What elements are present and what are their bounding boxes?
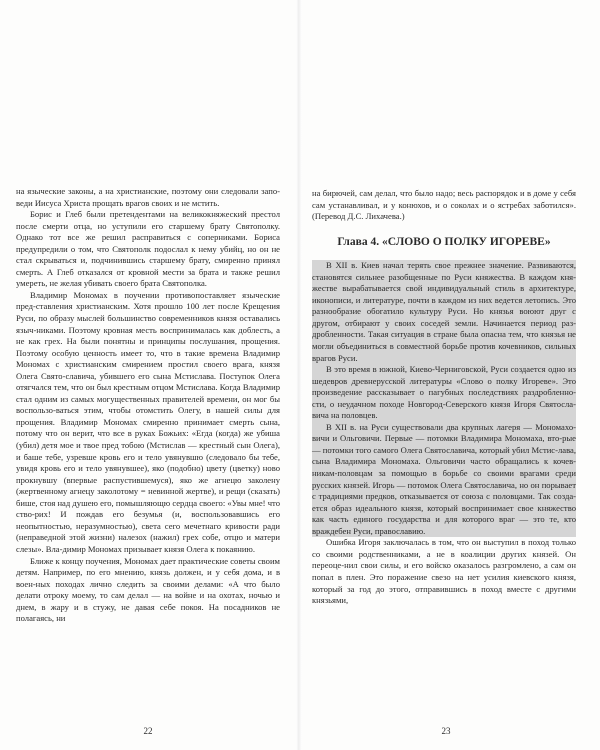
right-page bbox=[312, 188, 576, 607]
page-gutter bbox=[296, 0, 302, 750]
right-paragraph-2: В это время в южной, Киево-Черниговской, Руси создается одно из шедевров древнерусской литературы «Слово о полку Игореве». Это произведение рассказывает о пагубных последствиях раздробленно-сти, о неудачном походе Новгород-Северского князя Игоря Святосла-вича на половцев. bbox=[312, 364, 576, 421]
right-paragraph-3: В XII в. на Руси существовали два крупных лагеря — Мономахо-вичи и Ольговичи. Первые — потомки Владимира Мономаха, вто-рые — потомки того самого Олега Святославича, который убил Мстис-лава, сына Владимира Мономаха. Ольговичи часто обращались к кочев-никам-половцам за помощью в борьбе со своими врагами среди русских князей. Игорь — потомок Олега Святославича, но он порывает с традициями предков, отказывается от союза с половцами. Так созда-ется образ идеального князя, который воспринимает свое княжество как часть единого государства и для которого враг — это те, кто враждебен Руси, православию. bbox=[312, 421, 576, 536]
right-page-number: 23 bbox=[441, 726, 451, 736]
left-paragraph-4: Ближе к концу поучения, Мономах дает практические советы своим детям. Например, по его мнению, князь должен, и у себя дома, и в воен-ных походах лично следить за своими делами: «А что было делати отроку моему, то сам делал — на войне и на охотах, ночью и днем, в жару и в стужу, не давая себе покоя. На посадников не полагаясь, ни bbox=[16, 555, 280, 624]
right-paragraph-intro: на бирючей, сам делал, что было надо; весь распорядок и в доме у себя сам устанавливал, и у конюхов, и о соколах и о ястребах заботился». (Перевод Д.С. Лихачева.) bbox=[312, 188, 576, 222]
right-paragraph-1: В XII в. Киев начал терять свое прежнее значение. Развиваются, становятся сильнее разобщенные по Руси княжества. В каждом кня-жестве вырабатывается свой индивидуальный стиль в архитектуре, иконописи, и литературе, почти в каждом из них ведется летопись. Это разнообразие обогатило культуру Руси. Но князья воюют друг с другом, отбирают у своих соседей земли. Начинается период раз-дробленности. Такая ситуация в стране была опасна тем, что князья не могли объединиться в совместной борьбе против кочевников, сильных врагов Руси. bbox=[312, 260, 576, 363]
left-paragraph-2: Борис и Глеб были претендентами на великокняжеский престол после смерти отца, но уступили его старшему брату Святополку. Однако тот все же решил расправиться с соперниками. Бориса предупредили о том, что Святополк подослал к нему убийц, но он не стал скрываться и, подчинившись старшему брату, смиренно принял смерть. А Глеб отказался от кровной мести за брата и также решил умереть, не желая убивать своего брата Святополка. bbox=[16, 209, 280, 289]
left-page-number: 22 bbox=[143, 726, 153, 736]
left-page bbox=[16, 186, 280, 625]
left-paragraph-1: на языческие законы, а на христианские, поэтому они следовали запо-веди Иисуса Христа прощать врагов своих и не мстить. bbox=[16, 186, 280, 208]
chapter-title: Глава 4. «СЛОВО О ПОЛКУ ИГОРЕВЕ» bbox=[337, 235, 551, 248]
left-paragraph-3: Владимир Мономах в поучении противопоставляет языческие пред-ставления христианским. Хотя прошло 100 лет после Крещения Руси, по образу мыслей большинство современников князя оставались языч-никами. Поэтому кровная месть воспринималась как доблесть, а не как грех. На были понятны и принципы послушания, прощения. Поэтому особую ценность имеет то, что в такие времена Владимир Мономах с христианским смирением простил своего врага, князя Олега Свято-славича, убившего его сына Мстислава. Поступок Олега отягчался тем, что он был крестным отцом Мстислава. Когда Владимир стал одним из самых могущественных правителей времени, он мог бы воспользо-ваться этим, чтобы отомстить Олегу, в нашей силы для прощения. Владимир Мономах смиренно принимает смерть сына, потому что он верит, что все в руках Божьих: «Егда (когда) же убиша (убил) детя мое и твое пред тобою (Мстислав — крестный сын Олега), и баше тебе, узревше кровь его и тело увянувшю (следовало бы тебе, увидя кровь его и тело увянувшее), яко (подобно) цвету (цветку) ново прокнувшу (впервые распустившемуся), яко же агнецю заколену (жертвенному агнецу заколотому = невинной жертве), и рещи (сказать) бише, стоя над душею его, помышляющю сердца своего: «Увы мне! что ство-рих! И пождав его безумья (и, воспользовавшись его неопытностью, неразумностью), света сего мечетнаго кривости ради (неправедной этой жизни) налезох (нажил) грех собе, отцю и матери слезы». Вла-димир Мономах призывает князя Олега к покаянию. bbox=[16, 289, 280, 554]
right-paragraph-4: Ошибка Игоря заключалась в том, что он выступил в поход только со своими родственниками, а не в коалиции других князей. Он переоце-нил свои силы, и его войско оказалось разгромлено, а сам он попал в плен. Это поражение свезо на нет усилия киевского князя, который за год до этого, отправившись в поход вместе с другими князьями, bbox=[312, 537, 576, 606]
